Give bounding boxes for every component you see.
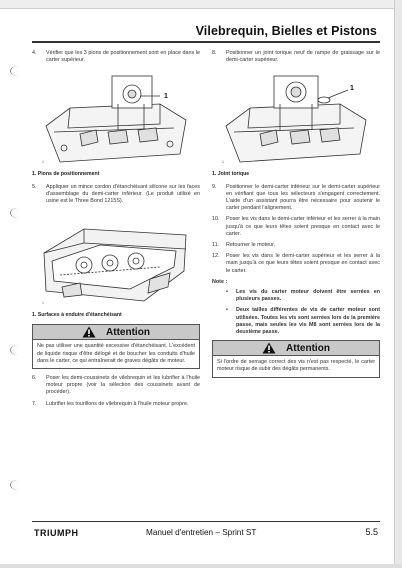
step-5 (32, 184, 200, 206)
left-column (32, 50, 200, 412)
attention-header (33, 325, 199, 340)
section-title: Vilebrequin, Bielles et Pistons (195, 24, 377, 38)
step-number: 5. (32, 183, 37, 190)
note-bullet (226, 307, 380, 336)
figure-caption: 1. Pions de positionnement (32, 171, 100, 178)
figure-o-ring (220, 68, 370, 168)
binding-hole-mark (10, 345, 25, 355)
step-7 (32, 401, 200, 408)
step-6 (32, 375, 200, 397)
page-number: 5.5 (365, 527, 378, 537)
step-number: 4. (32, 50, 37, 56)
attention-box (32, 324, 200, 369)
figure-caption: 1. Joint torique (212, 171, 250, 178)
figure-code: 1 (42, 301, 44, 306)
figure-code: 1 (222, 160, 224, 165)
scrollbar[interactable] (394, 0, 402, 568)
step-number: 10. (212, 216, 220, 223)
step-text: Retourner le moteur. (226, 242, 276, 249)
binding-hole-mark (10, 208, 25, 218)
attention-text: Si l'ordre de serrage correct des vis n'est pas respecté, le carter moteur risque de subir des dégâts permanents. (217, 359, 375, 373)
binding-hole-mark (10, 66, 25, 76)
figure-code: 1 (42, 160, 44, 165)
footer-rule (32, 521, 380, 522)
step-text: Positionner le demi-carter inférieur sur le demi-carter supérieur en vérifiant que tous les sélecteurs s'engagent correctement. L'aide d'un assistant pourra être nécessaire pour soutenir le carter pendant l'alignement. (226, 183, 380, 212)
step-text: Poser les vis dans le demi-carter inférieur et les serrer à la main jusqu'à ce que leurs têtes soient presque en contact avec le carter. (226, 216, 380, 237)
step-text: Poser les vis dans le demi-carter supérieur et les serrer à la main jusqu'à ce que leurs têtes soient presque en contact avec le carter. (226, 253, 380, 274)
step-text: Appliquer un mince cordon d'étanchéisant silicone sur les faces d'assemblage du demi-carter inférieur. (Le produit utilisé en usine est le Three Bond 1215S). (46, 183, 200, 205)
attention-header (213, 341, 379, 356)
warning-icon (262, 342, 276, 354)
step-number: 9. (212, 183, 217, 190)
right-column (212, 50, 380, 384)
step-10 (212, 216, 380, 238)
figure-sealant-surfaces (40, 209, 190, 309)
header-rule (32, 41, 380, 43)
window-top-edge (0, 0, 402, 9)
figure-caption: 1. Surfaces à enduire d'étanchéisant (32, 312, 122, 319)
step-text: Lubrifier les tourillons de vilebrequin à l'huile moteur propre. (46, 400, 189, 407)
note-bullet-text: Deux tailles différentes de vis de carter moteur sont utilisées. Toutes les vis sont serrées lors de la première passe, mais seules les vis M8 sont serrées lors de la deuxième passe. (236, 307, 380, 336)
note-title: Note : (212, 278, 228, 285)
binding-hole-mark (10, 480, 25, 490)
step-number: 11. (212, 242, 220, 249)
step-number: 12. (212, 253, 220, 260)
step-12 (212, 253, 380, 275)
bullet-icon: • (226, 307, 228, 314)
brand-logo: TRIUMPH (34, 528, 79, 538)
warning-icon (82, 326, 96, 338)
step-text: Poser les demi-coussinets de vilebrequin et les lubrifier à l'huile moteur propre (voir la sélection des coussinets avant de procéder). (46, 375, 200, 396)
callout-number: 1 (350, 85, 354, 93)
callout-number: 1 (164, 93, 168, 101)
step-8 (212, 50, 380, 64)
crankcase-o-ring-illustration (220, 68, 370, 168)
crankcase-dowel-illustration (40, 68, 190, 168)
note-bullet (226, 289, 380, 303)
note-bullet-text: Les vis du carter moteur doivent être serrées en plusieurs passes. (236, 289, 380, 303)
figure-dowels (40, 68, 190, 168)
attention-text: Ne pas utiliser une quantité excessive d'étanchéisant. L'excédent de liquide risque d'être délogé et de boucher les conduits d'huile dans le carter, ce qui entraînerait de graves dégâts de moteur. (37, 343, 195, 364)
window-bottom-edge (0, 564, 402, 568)
step-number: 8. (212, 50, 217, 56)
step-text: Positionner un joint torique neuf de rampe de graissage sur le demi-carter supérieur. (226, 50, 380, 64)
step-number: 6. (32, 375, 37, 382)
attention-title: Attention (286, 342, 330, 354)
attention-title: Attention (106, 326, 150, 338)
step-number: 7. (32, 400, 37, 407)
bullet-icon: • (226, 289, 228, 296)
crankcase-sealant-illustration (40, 209, 190, 309)
step-4 (32, 50, 200, 64)
step-text: Vérifier que les 3 pions de positionnement sont en place dans le carter supérieur. (46, 50, 200, 64)
step-9 (212, 184, 380, 213)
step-11 (212, 242, 380, 249)
attention-box (212, 340, 380, 377)
manual-title: Manuel d'entretien – Sprint ST (146, 528, 257, 537)
